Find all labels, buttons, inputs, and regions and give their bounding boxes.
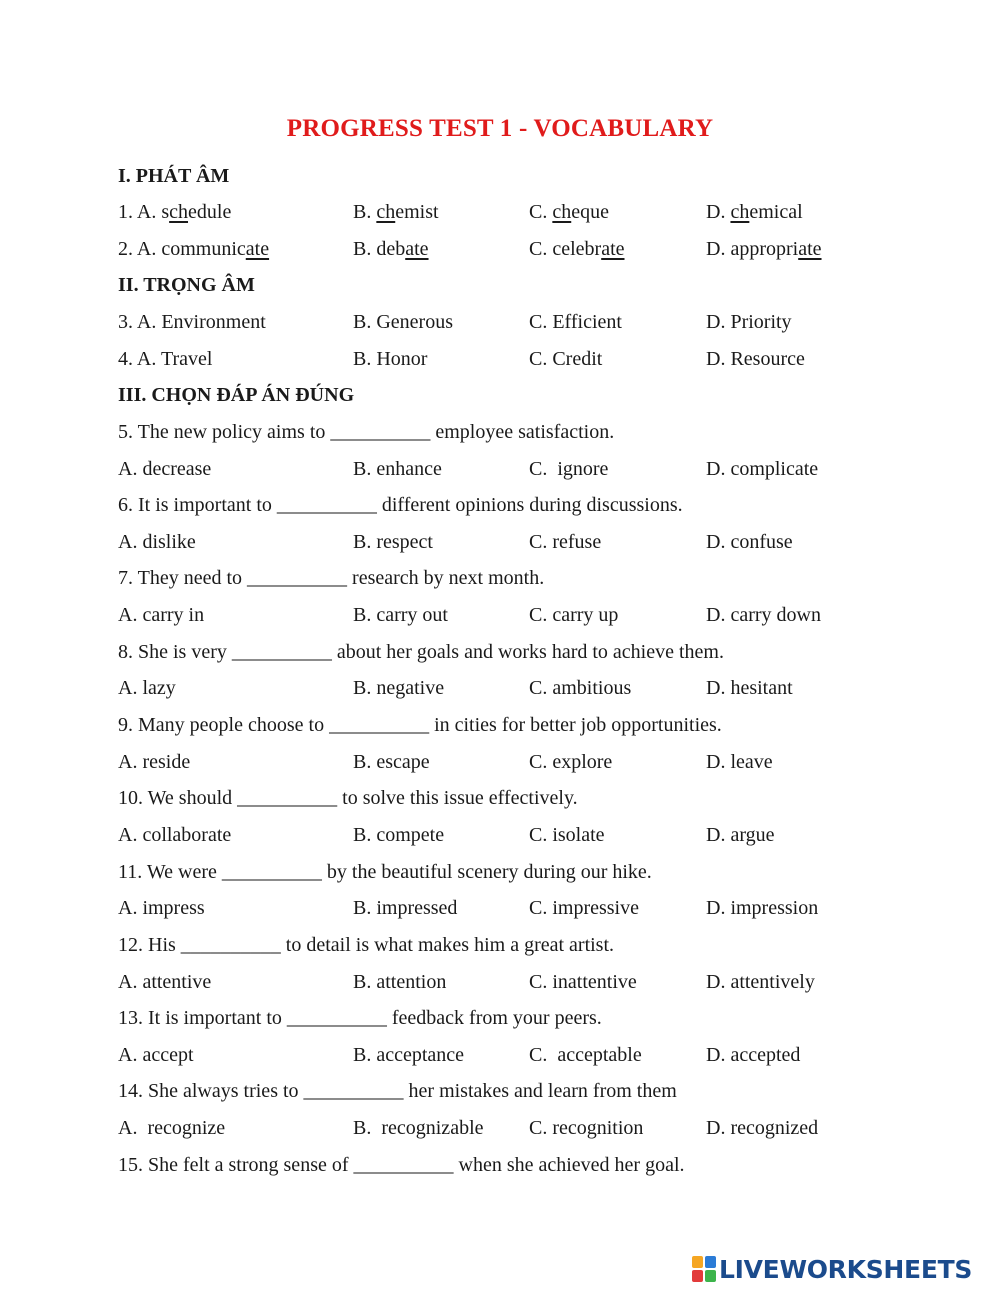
- option-7a[interactable]: A. carry in: [118, 604, 205, 626]
- option-5b[interactable]: B. enhance: [353, 458, 442, 480]
- option-14c[interactable]: C. recognition: [529, 1117, 644, 1139]
- question-14-options: [118, 1113, 918, 1143]
- option-1a[interactable]: 1. A. schedule: [118, 201, 232, 223]
- option-11b[interactable]: B. impressed: [353, 897, 458, 919]
- option-14b[interactable]: B. recognizable: [353, 1117, 484, 1139]
- option-7c[interactable]: C. carry up: [529, 604, 619, 626]
- option-13b[interactable]: B. acceptance: [353, 1044, 465, 1066]
- option-13a[interactable]: A. accept: [118, 1044, 194, 1066]
- question-6-stem: 6. It is important to __________ different opinions during discussions.: [118, 494, 683, 516]
- section-heading-pronunciation: I. PHÁT ÂM: [118, 165, 230, 187]
- option-4c[interactable]: C. Credit: [529, 348, 603, 370]
- question-11-options: [118, 893, 918, 923]
- question-6-options: [118, 527, 918, 557]
- logo-mark-icon: [692, 1256, 716, 1282]
- option-12d[interactable]: D. attentively: [706, 971, 815, 993]
- option-12c[interactable]: C. inattentive: [529, 971, 637, 993]
- question-5-options: [118, 454, 918, 484]
- option-10d[interactable]: D. argue: [706, 824, 775, 846]
- option-11d[interactable]: D. impression: [706, 897, 819, 919]
- option-7b[interactable]: B. carry out: [353, 604, 448, 626]
- option-2b[interactable]: B. debate: [353, 238, 429, 260]
- option-10c[interactable]: C. isolate: [529, 824, 605, 846]
- option-5a[interactable]: A. decrease: [118, 458, 212, 480]
- question-2: [118, 234, 918, 264]
- option-2d[interactable]: D. appropriate: [706, 238, 822, 260]
- option-1d[interactable]: D. chemical: [706, 201, 803, 223]
- option-3c[interactable]: C. Efficient: [529, 311, 622, 333]
- question-8-options: [118, 673, 918, 703]
- option-6c[interactable]: C. refuse: [529, 531, 602, 553]
- logo-text: LIVEWORKSHEETS: [719, 1254, 973, 1284]
- question-8-stem: 8. She is very __________ about her goals and works hard to achieve them.: [118, 641, 724, 663]
- question-15-stem: 15. She felt a strong sense of __________ when she achieved her goal.: [118, 1154, 685, 1176]
- option-6d[interactable]: D. confuse: [706, 531, 793, 553]
- question-9-options: [118, 747, 918, 777]
- option-14a[interactable]: A. recognize: [118, 1117, 226, 1139]
- question-11-stem: 11. We were __________ by the beautiful scenery during our hike.: [118, 861, 652, 883]
- option-12b[interactable]: B. attention: [353, 971, 447, 993]
- option-6b[interactable]: B. respect: [353, 531, 433, 553]
- option-6a[interactable]: A. dislike: [118, 531, 196, 553]
- question-13-options: [118, 1040, 918, 1070]
- liveworksheets-logo: [692, 1254, 972, 1284]
- question-4: [118, 344, 918, 374]
- question-14-stem: 14. She always tries to __________ her mistakes and learn from them: [118, 1080, 677, 1102]
- question-7-options: [118, 600, 918, 630]
- question-12-options: [118, 967, 918, 997]
- question-12-stem: 12. His __________ to detail is what makes him a great artist.: [118, 934, 615, 956]
- question-7-stem: 7. They need to __________ research by next month.: [118, 567, 545, 589]
- option-5d[interactable]: D. complicate: [706, 458, 819, 480]
- question-5-stem: 5. The new policy aims to __________ employee satisfaction.: [118, 421, 615, 443]
- question-9-stem: 9. Many people choose to __________ in cities for better job opportunities.: [118, 714, 722, 736]
- option-8d[interactable]: D. hesitant: [706, 677, 793, 699]
- option-9a[interactable]: A. reside: [118, 751, 191, 773]
- option-9c[interactable]: C. explore: [529, 751, 613, 773]
- option-1b[interactable]: B. chemist: [353, 201, 439, 223]
- option-8c[interactable]: C. ambitious: [529, 677, 632, 699]
- option-4a[interactable]: 4. A. Travel: [118, 348, 213, 370]
- option-8a[interactable]: A. lazy: [118, 677, 176, 699]
- option-9b[interactable]: B. escape: [353, 751, 430, 773]
- option-5c[interactable]: C. ignore: [529, 458, 609, 480]
- option-11a[interactable]: A. impress: [118, 897, 205, 919]
- option-3d[interactable]: D. Priority: [706, 311, 792, 333]
- section-heading-choose-answer: III. CHỌN ĐÁP ÁN ĐÚNG: [118, 384, 355, 406]
- option-1c[interactable]: C. cheque: [529, 201, 609, 223]
- option-12a[interactable]: A. attentive: [118, 971, 212, 993]
- section-heading-stress: II. TRỌNG ÂM: [118, 274, 255, 296]
- option-7d[interactable]: D. carry down: [706, 604, 821, 626]
- option-14d[interactable]: D. recognized: [706, 1117, 819, 1139]
- option-10b[interactable]: B. compete: [353, 824, 445, 846]
- question-10-stem: 10. We should __________ to solve this issue effectively.: [118, 787, 578, 809]
- option-11c[interactable]: C. impressive: [529, 897, 639, 919]
- option-2c[interactable]: C. celebrate: [529, 238, 625, 260]
- question-10-options: [118, 820, 918, 850]
- question-13-stem: 13. It is important to __________ feedback from your peers.: [118, 1007, 602, 1029]
- option-13c[interactable]: C. acceptable: [529, 1044, 642, 1066]
- option-9d[interactable]: D. leave: [706, 751, 773, 773]
- option-4d[interactable]: D. Resource: [706, 348, 805, 370]
- question-1: [118, 197, 918, 227]
- option-13d[interactable]: D. accepted: [706, 1044, 801, 1066]
- option-3b[interactable]: B. Generous: [353, 311, 453, 333]
- option-8b[interactable]: B. negative: [353, 677, 445, 699]
- option-4b[interactable]: B. Honor: [353, 348, 428, 370]
- option-10a[interactable]: A. collaborate: [118, 824, 232, 846]
- page-title: PROGRESS TEST 1 - VOCABULARY: [286, 115, 714, 142]
- option-3a[interactable]: 3. A. Environment: [118, 311, 266, 333]
- question-3: [118, 307, 918, 337]
- option-2a[interactable]: 2. A. communicate: [118, 238, 270, 260]
